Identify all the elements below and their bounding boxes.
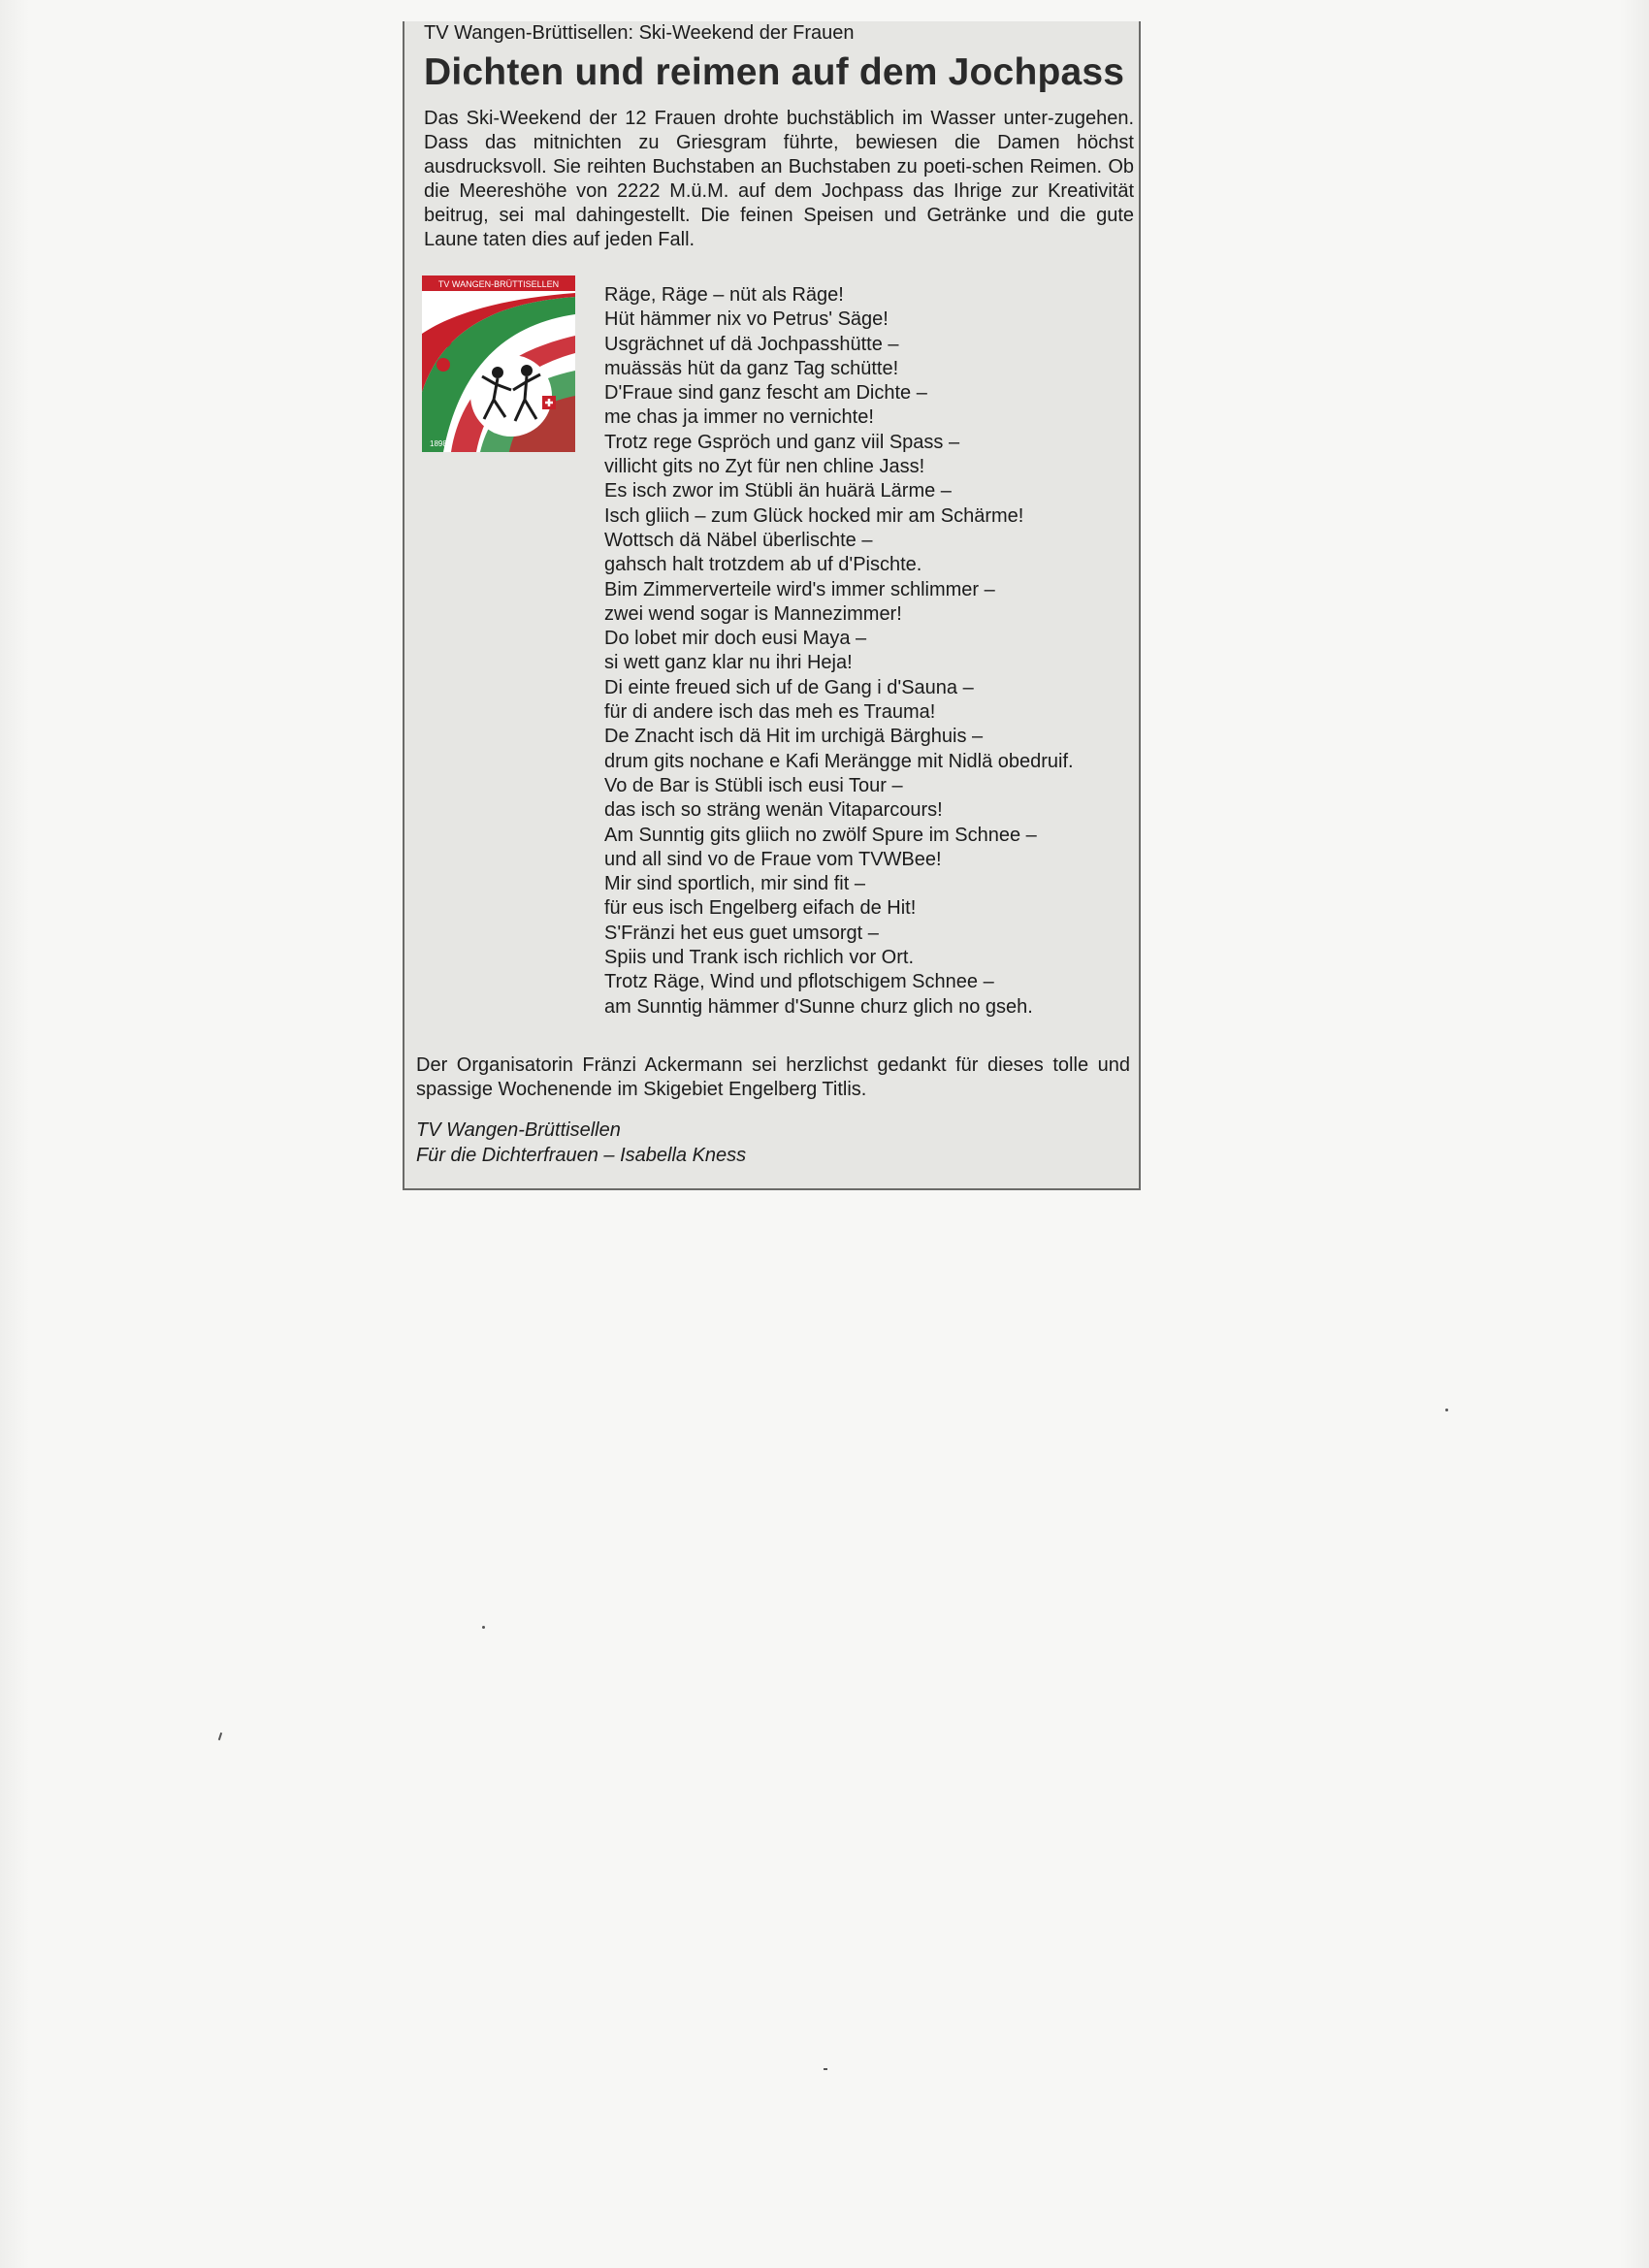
poem-line: am Sunntig hämmer d'Sunne churz glich no gseh. bbox=[604, 995, 1033, 1018]
poem-line: Mir sind sportlich, mir sind fit – bbox=[604, 873, 865, 895]
poem-line: D'Fraue sind ganz fescht am Dichte – bbox=[604, 382, 927, 405]
logo-year: 1898 bbox=[430, 439, 447, 448]
scan-speck bbox=[1445, 1409, 1448, 1411]
poem-line: drum gits nochane e Kafi Merängge mit Nidlä obedruif. bbox=[604, 750, 1074, 772]
poem-line: das isch so sträng wenän Vitaparcours! bbox=[604, 799, 943, 822]
article-thanks: Der Organisatorin Fränzi Ackermann sei herzlichst gedankt für dieses tolle und spassige Wochenende im Skigebiet Engelberg Titlis. bbox=[416, 1054, 1130, 1100]
poem-line: Trotz Räge, Wind und pflotschigem Schnee – bbox=[604, 971, 994, 993]
poem-line: De Znacht isch dä Hit im urchigä Bärghuis – bbox=[604, 726, 984, 748]
poem-line: Bim Zimmerverteile wird's immer schlimmer – bbox=[604, 578, 995, 600]
poem-line: Hüt hämmer nix vo Petrus' Säge! bbox=[604, 308, 889, 331]
poem-line: Wottsch dä Näbel überlischte – bbox=[604, 529, 873, 551]
poem-line: für eus isch Engelberg eifach de Hit! bbox=[604, 897, 917, 920]
signature-author: Für die Dichterfrauen – Isabella Kness bbox=[416, 1145, 747, 1166]
article-signature bbox=[416, 1118, 901, 1168]
poem-line: me chas ja immer no vernichte! bbox=[604, 406, 874, 429]
poem-line: und all sind vo de Fraue vom TVWBee! bbox=[604, 848, 942, 870]
poem-line: Es isch zwor im Stübli än huärä Lärme – bbox=[604, 480, 952, 502]
poem-line: gahsch halt trotzdem ab uf d'Pischte. bbox=[604, 554, 922, 576]
poem-line: S'Fränzi het eus guet umsorgt – bbox=[604, 922, 879, 944]
newspaper-clipping bbox=[403, 21, 1141, 1190]
scan-speck bbox=[482, 1626, 485, 1629]
poem-line: Spiis und Trank isch richlich vor Ort. bbox=[604, 947, 914, 969]
article-kicker: TV Wangen-Brüttisellen: Ski-Weekend der Frauen bbox=[424, 22, 855, 44]
scan-speck bbox=[824, 2068, 827, 2070]
poem-line: muässäs hüt da ganz Tag schütte! bbox=[604, 357, 899, 379]
article-headline: Dichten und reimen auf dem Jochpass bbox=[424, 51, 1125, 93]
poem-line: Trotz rege Gspröch und ganz viil Spass – bbox=[604, 431, 960, 453]
poem-line: Do lobet mir doch eusi Maya – bbox=[604, 628, 867, 650]
poem-line: si wett ganz klar nu ihri Heja! bbox=[604, 652, 853, 674]
poem-line: villicht gits no Zyt für nen chline Jass! bbox=[604, 456, 925, 478]
poem bbox=[604, 283, 1138, 1020]
poem-line: Di einte freued sich uf de Gang i d'Sauna – bbox=[604, 676, 974, 698]
article-lead: Das Ski-Weekend der 12 Frauen drohte buchstäblich im Wasser unter-zugehen. Dass das mitnichten zu Griesgram führte, bewiesen die Damen höchst ausdrucksvoll. Sie reihten Buchstaben an Buchstaben zu poeti-schen Reimen. Ob die Meereshöhe von 2222 M.ü.M. auf dem Jochpass das Ihrige zur Kreativität beitrug, sei mal dahingestellt. Die feinen Speisen und Getränke und die gute Laune taten dies auf jeden Fall. bbox=[424, 108, 1134, 250]
poem-line: Am Sunntig gits gliich no zwölf Spure im Schnee – bbox=[604, 824, 1037, 846]
poem-line: zwei wend sogar is Mannezimmer! bbox=[604, 602, 902, 625]
signature-club: TV Wangen-Brüttisellen bbox=[416, 1119, 621, 1141]
poem-line: Räge, Räge – nüt als Räge! bbox=[604, 284, 844, 306]
poem-line: Vo de Bar is Stübli isch eusi Tour – bbox=[604, 774, 903, 796]
club-logo bbox=[422, 275, 575, 452]
logo-banner-text: TV WANGEN-BRÜTTISELLEN bbox=[437, 279, 560, 289]
poem-line: für di andere isch das meh es Trauma! bbox=[604, 701, 936, 724]
poem-line: Usgrächnet uf dä Jochpasshütte – bbox=[604, 333, 899, 355]
poem-line: Isch gliich – zum Glück hocked mir am Schärme! bbox=[604, 504, 1024, 527]
